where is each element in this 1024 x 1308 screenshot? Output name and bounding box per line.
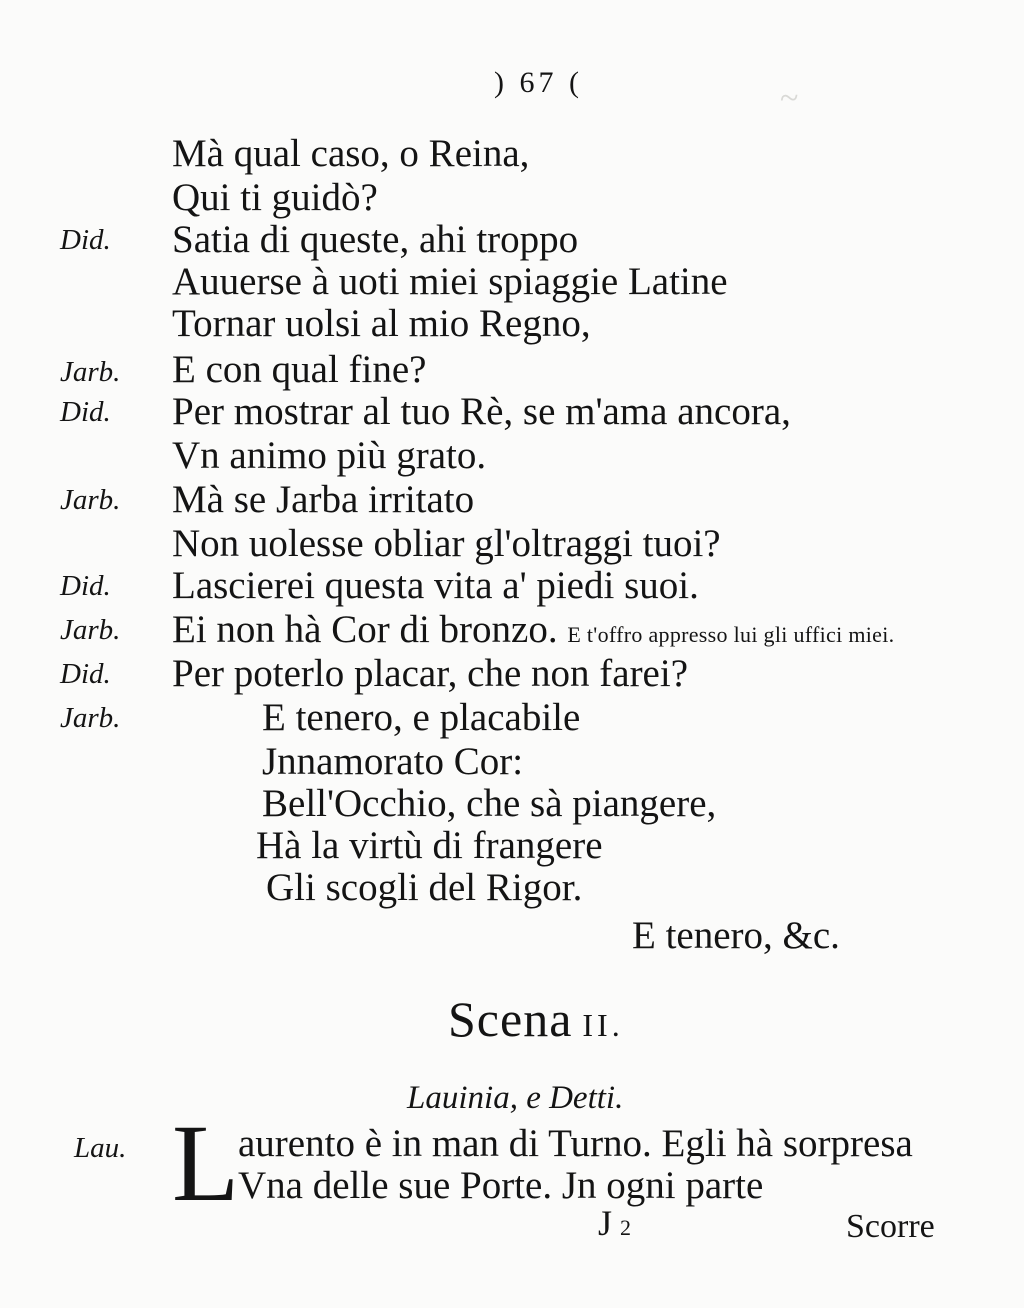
scene-number: II.: [582, 1007, 624, 1043]
scene-characters: Lauinia, e Detti.: [407, 1080, 624, 1116]
signature-mark: [598, 1202, 631, 1244]
aside-text: E t'offro appresso lui gli uffici miei.: [567, 622, 895, 647]
dialogue-line: [172, 610, 894, 649]
dialogue-line: Lascierei questa vita a' piedi suoi.: [172, 564, 699, 607]
speaker-label: Jarb.: [60, 702, 121, 734]
scene-heading: [448, 990, 624, 1048]
dialogue-line: Tornar uolsi al mio Regno,: [172, 302, 591, 345]
show-through-ornament: ~: [780, 80, 799, 117]
speaker-label: Did.: [60, 570, 111, 602]
page-number: ) 67 (: [494, 66, 583, 99]
speaker-label: Jarb.: [60, 484, 121, 516]
dialogue-line: Qui ti guidò?: [172, 176, 378, 219]
speaker-label: Jarb.: [60, 614, 121, 646]
dialogue-line: Per mostrar al tuo Rè, se m'ama ancora,: [172, 390, 791, 433]
dialogue-line: Per poterlo placar, che non farei?: [172, 652, 689, 695]
dialogue-line: Non uolesse obliar gl'oltraggi tuoi?: [172, 522, 721, 565]
aria-line: E tenero, e placabile: [262, 696, 581, 739]
speaker-label: Lau.: [74, 1132, 127, 1164]
aria-line: Bell'Occhio, che sà piangere,: [262, 782, 717, 825]
dialogue-line: Mà qual caso, o Reina,: [172, 132, 530, 175]
dialogue-line: Mà se Jarba irritato: [172, 478, 475, 521]
speaker-label: Did.: [60, 224, 111, 256]
aria-line: Hà la virtù di frangere: [256, 824, 603, 867]
dialogue-line: Satia di queste, ahi troppo: [172, 218, 579, 261]
dialogue-line: Auuerse à uoti miei spiaggie Latine: [172, 260, 728, 303]
aria-line: Gli scogli del Rigor.: [266, 866, 583, 909]
dialogue-line: Vna delle sue Porte. Jn ogni parte: [238, 1164, 764, 1207]
dialogue-line: E con qual fine?: [172, 348, 427, 391]
signature-letter: J: [598, 1203, 613, 1243]
aria-line: Jnnamorato Cor:: [262, 740, 524, 783]
scene-title: Scena: [448, 991, 573, 1047]
dialogue-line: aurento è in man di Turno. Egli hà sorpresa: [238, 1122, 913, 1165]
speaker-label: Jarb.: [60, 356, 121, 388]
dialogue-line: Vn animo più grato.: [172, 434, 487, 477]
da-capo-line: E tenero, &c.: [632, 914, 840, 957]
speaker-label: Did.: [60, 396, 111, 428]
signature-number: 2: [620, 1215, 632, 1240]
speaker-label: Did.: [60, 658, 111, 690]
catchword: Scorre: [846, 1208, 935, 1245]
drop-cap: L: [172, 1102, 240, 1224]
dialogue-text: Ei non hà Cor di bronzo.: [172, 608, 558, 651]
